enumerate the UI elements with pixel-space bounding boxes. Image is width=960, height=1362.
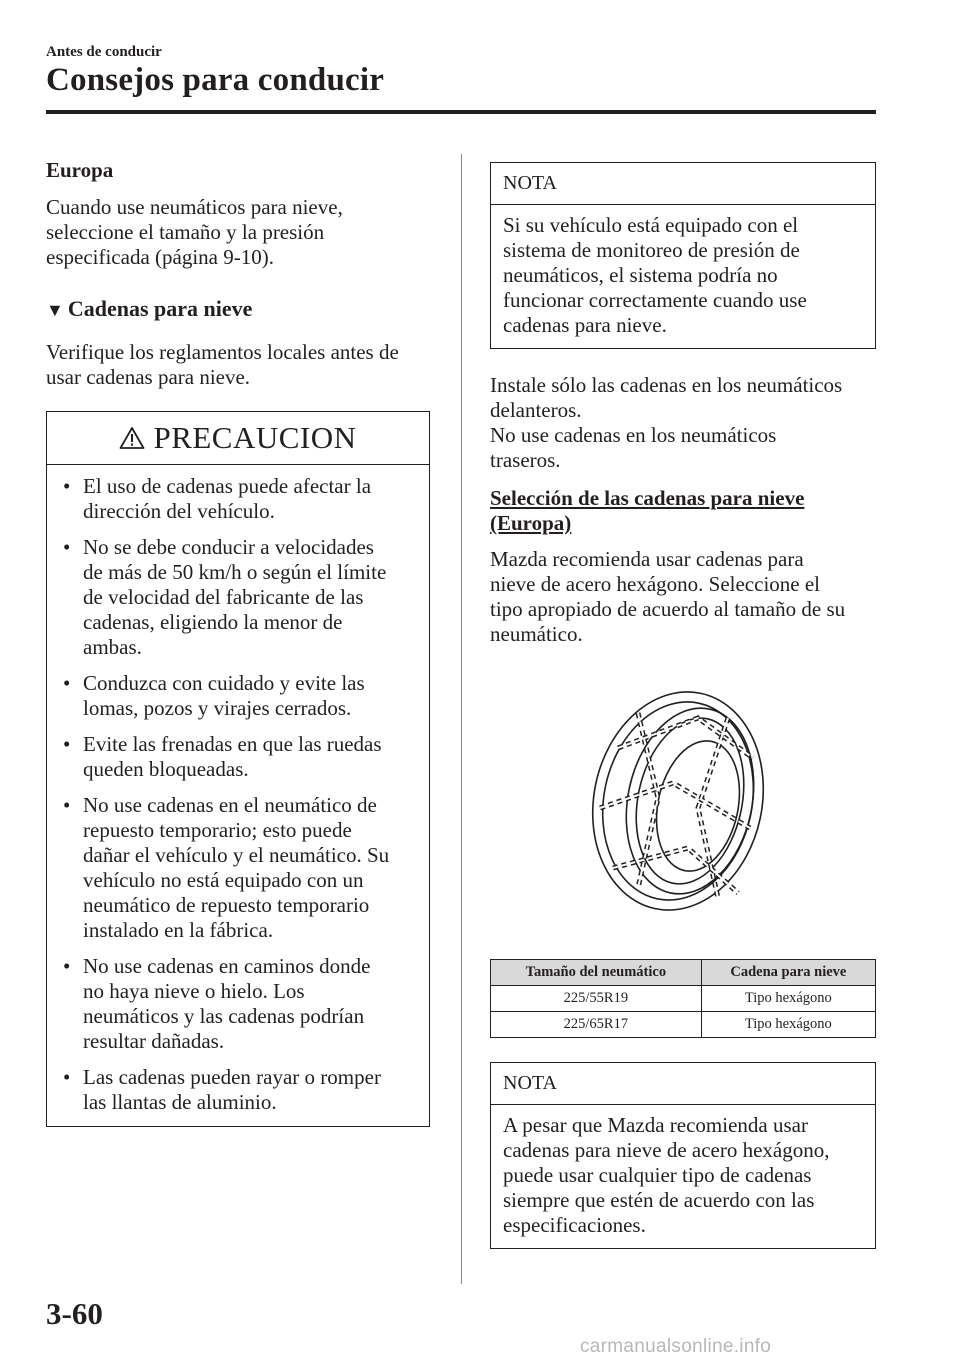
bullet-icon: • <box>63 954 71 978</box>
text-line: queden bloqueadas. <box>83 757 249 781</box>
text-line: cadenas para nieve. <box>503 313 667 337</box>
caution-list <box>61 474 421 1126</box>
text-line: seleccione el tamaño y la presión <box>46 220 325 244</box>
table-row <box>491 986 876 1012</box>
text-line: siempre que estén de acuerdo con las <box>503 1188 815 1212</box>
text-line: Conduzca con cuidado y evite las <box>83 671 365 695</box>
header-rule <box>46 110 876 114</box>
caution-item <box>61 732 421 782</box>
bullet-icon: • <box>63 671 71 695</box>
bullet-icon: • <box>63 474 71 498</box>
text-line: neumático. <box>490 622 583 646</box>
text-line: No use cadenas en caminos donde <box>83 954 371 978</box>
bullet-icon: • <box>63 732 71 756</box>
text-line: No se debe conducir a velocidades <box>83 535 374 559</box>
text-line: Mazda recomienda usar cadenas para <box>490 547 804 571</box>
text-line: dañar el vehículo y el neumático. Su <box>83 843 390 867</box>
snow-chain-illustration <box>578 688 778 914</box>
text-line: nieve de acero hexágono. Seleccione el <box>490 572 821 596</box>
text-line: usar cadenas para nieve. <box>46 365 251 389</box>
caution-item <box>61 793 421 943</box>
text-line: funcionar correctamente cuando use <box>503 288 807 312</box>
caution-item <box>61 671 421 721</box>
text-line: A pesar que Mazda recomienda usar <box>503 1113 808 1137</box>
caution-item <box>61 535 421 660</box>
tire-chain-table <box>490 959 876 1038</box>
warning-triangle-icon <box>119 426 145 450</box>
text-line: ambas. <box>83 635 142 659</box>
text-line: Cuando use neumáticos para nieve, <box>46 195 343 219</box>
selection-text <box>490 547 876 647</box>
note-body <box>503 213 865 338</box>
caution-header <box>47 412 429 465</box>
text-line: Evite las frenadas en que las ruedas <box>83 732 382 756</box>
text-line: Si su vehículo está equipado con el <box>503 213 799 237</box>
bullet-icon: • <box>63 793 71 817</box>
text-line: de velocidad del fabricante de las <box>83 585 364 609</box>
chains-heading-text: Cadenas para nieve <box>67 296 253 321</box>
chains-heading <box>46 296 436 323</box>
page-number: 3-60 <box>46 1296 103 1331</box>
text-line: traseros. <box>490 448 561 472</box>
text-line: neumáticos y las cadenas podrían <box>83 1004 365 1028</box>
text-line: sistema de monitoreo de presión de <box>503 238 800 262</box>
section-label: Antes de conducir <box>46 44 162 60</box>
europe-text <box>46 195 436 270</box>
table-cell: Tipo hexágono <box>701 1012 875 1038</box>
text-line: especificaciones. <box>503 1213 646 1237</box>
caution-title: PRECAUCION <box>153 420 357 455</box>
text-line: lomas, pozos y virajes cerrados. <box>83 696 352 720</box>
europe-heading: Europa <box>46 158 114 182</box>
text-line: tipo apropiado de acuerdo al tamaño de su <box>490 597 846 621</box>
down-triangle-icon: ▼ <box>46 300 64 320</box>
selection-heading <box>490 486 876 536</box>
text-line: vehículo no está equipado con un <box>83 868 364 892</box>
watermark: carmanualsonline.info <box>580 1336 772 1357</box>
text-line: Verifique los reglamentos locales antes de <box>46 340 399 364</box>
caution-item <box>61 474 421 524</box>
text-line: Las cadenas pueden rayar o romper <box>83 1065 381 1089</box>
column-divider <box>461 154 462 1284</box>
text-line: cadenas, eligiendo la menor de <box>83 610 343 634</box>
table-header-cell: Tamaño del neumático <box>491 960 702 986</box>
text-line: instalado en la fábrica. <box>83 918 274 942</box>
text-line: cadenas para nieve de acero hexágono, <box>503 1138 830 1162</box>
install-text <box>490 373 876 473</box>
note-label: NOTA <box>491 163 875 205</box>
chapter-title: Consejos para conducir <box>46 62 385 98</box>
text-line: Instale sólo las cadenas en los neumáticos <box>490 373 843 397</box>
table-cell: 225/55R19 <box>491 986 702 1012</box>
text-line: puede usar cualquier tipo de cadenas <box>503 1163 812 1187</box>
bullet-icon: • <box>63 535 71 559</box>
table-cell: 225/65R17 <box>491 1012 702 1038</box>
bullet-icon: • <box>63 1065 71 1089</box>
caution-box <box>46 411 430 1127</box>
text-line: de más de 50 km/h o según el límite <box>83 560 387 584</box>
note-box-chain-type <box>490 1062 876 1249</box>
table-header-cell: Cadena para nieve <box>701 960 875 986</box>
selection-heading-line: Selección de las cadenas para nieve <box>490 486 805 510</box>
text-line: dirección del vehículo. <box>83 499 275 523</box>
note-body <box>503 1113 865 1238</box>
text-line: especificada (página 9-10). <box>46 245 274 269</box>
table-cell: Tipo hexágono <box>701 986 875 1012</box>
text-line: neumáticos, el sistema podría no <box>503 263 778 287</box>
text-line: No use cadenas en los neumáticos <box>490 423 777 447</box>
table-header-row <box>491 960 876 986</box>
text-line: delanteros. <box>490 398 582 422</box>
text-line: neumático de repuesto temporario <box>83 893 370 917</box>
note-box-tpms <box>490 162 876 349</box>
selection-heading-line: (Europa) <box>490 511 572 535</box>
note-label: NOTA <box>491 1063 875 1105</box>
text-line: las llantas de aluminio. <box>83 1090 277 1114</box>
table-row <box>491 1012 876 1038</box>
text-line: El uso de cadenas puede afectar la <box>83 474 372 498</box>
chains-text <box>46 340 436 390</box>
text-line: repuesto temporario; esto puede <box>83 818 352 842</box>
text-line: no haya nieve o hielo. Los <box>83 979 305 1003</box>
caution-item <box>61 1065 421 1115</box>
text-line: No use cadenas en el neumático de <box>83 793 377 817</box>
text-line: resultar dañadas. <box>83 1029 225 1053</box>
caution-item <box>61 954 421 1054</box>
